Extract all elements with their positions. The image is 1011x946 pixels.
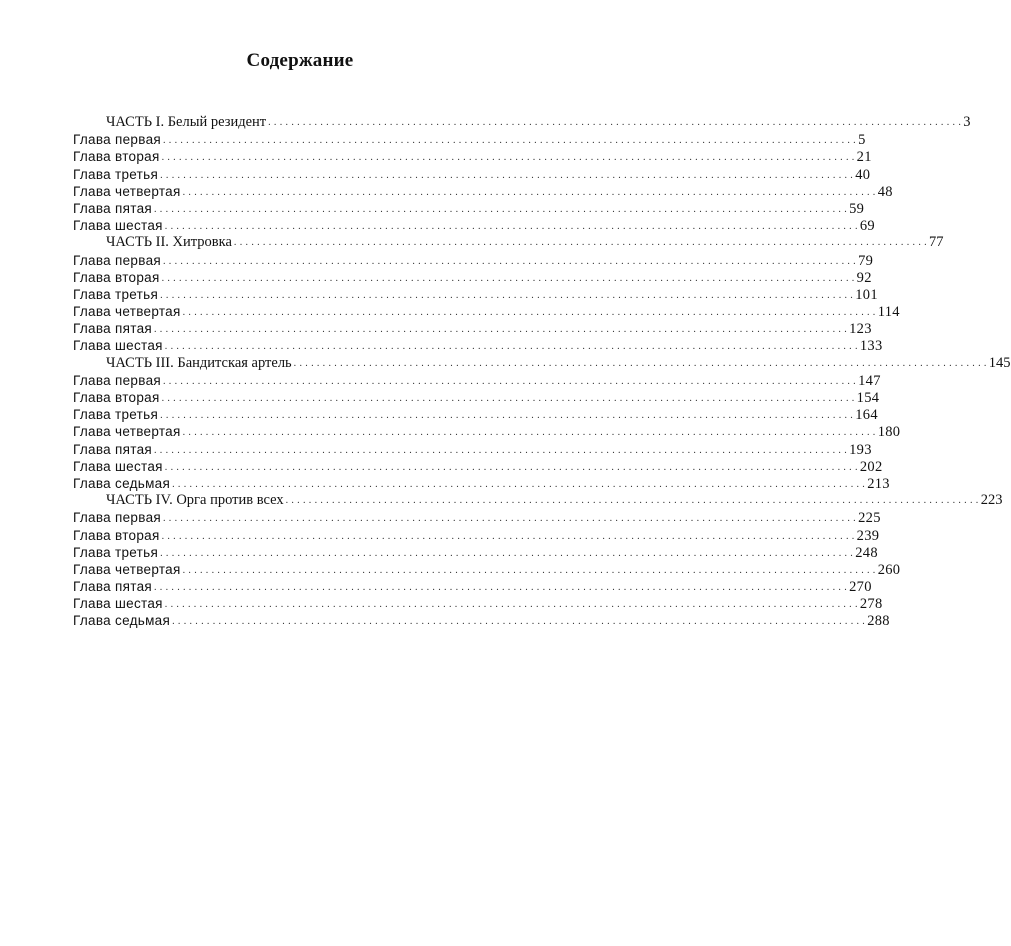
toc-chapter-entry bbox=[73, 527, 880, 544]
toc-entry-label: Глава пятая bbox=[73, 441, 152, 457]
toc-entry-label: Глава третья bbox=[73, 286, 159, 302]
toc-page-number: 123 bbox=[849, 321, 872, 338]
dot-leader: . . . . . . . . . . . . . . . . . . . . . . . . . . . . . . . . . . . . . . . . . . . . . . . . . . . . . . . . . . . . . . . . . . . . . . . . . . . . . . . . . . . . . . . . . . . . . . . . . . . . . . . . . . . . . . . . . . . . . . . . bbox=[162, 513, 857, 525]
toc-page-number: 114 bbox=[877, 304, 900, 321]
dot-leader: . . . . . . . . . . . . . . . . . . . . . . . . . . . . . . . . . . . . . . . . . . . . . . . . . . . . . . . . . . . . . . . . . . . . . . . . . . . . . . . . . . . . . . . . . . . . . . . . . . . . . . . . . . . . . . . . . . . . . . . . bbox=[154, 203, 848, 215]
toc-entry-label: Глава первая bbox=[73, 372, 161, 388]
toc-entry-label: ЧАСТЬ II. Хитровка bbox=[106, 234, 232, 251]
toc-chapter-entry bbox=[73, 303, 900, 321]
toc-entry-label: Глава шестая bbox=[73, 458, 163, 474]
toc-entry-label: ЧАСТЬ III. Бандитская артель bbox=[106, 354, 292, 371]
toc-page-number: 5 bbox=[858, 132, 866, 149]
dot-leader: . . . . . . . . . . . . . . . . . . . . . . . . . . . . . . . . . . . . . . . . . . . . . . . . . . . . . . . . . . . . . . . . . . . . . . . . . . . . . . . . . . . . . . . . . . . . . . . . . . . . . . . . . . . . . . . . . . . . . . . . bbox=[182, 307, 876, 319]
toc-chapter-entry bbox=[73, 200, 865, 217]
dot-leader: . . . . . . . . . . . . . . . . . . . . . . . . . . . . . . . . . . . . . . . . . . . . . . . . . . . . . . . . . . . . . . . . . . . . . . . . . . . . . . . . . . . . . . . . . . . . . . . . . . . . . . . . . . . . . . . . . . . . . . . . bbox=[164, 221, 858, 233]
dot-leader: . . . . . . . . . . . . . . . . . . . . . . . . . . . . . . . . . . . . . . . . . . . . . . . . . . . . . . . . . . . . . . . . . . . . . . . . . . . . . . . . . . . . . . . . . . . . . . . . . . . . . . . . . . . . . . . . . . . . . . . . bbox=[160, 410, 854, 422]
dot-leader: . . . . . . . . . . . . . . . . . . . . . . . . . . . . . . . . . . . . . . . . . . . . . . . . . . . . . . . . . . . . . . . . . . . . . . . . . . . . . . . . . . . . . . . . . . . . . . . . . . . . . . . . . . . . . . . . . . . . . . . . bbox=[161, 152, 855, 164]
toc-entry-label: Глава вторая bbox=[73, 149, 160, 165]
dot-leader: . . . . . . . . . . . . . . . . . . . . . . . . . . . . . . . . . . . . . . . . . . . . . . . . . . . . . . . . . . . . . . . . . . . . . . . . . . . . . . . . . . . . . . . . . . . . . . . . . . . . . . . . . . . . . . . . . . . . . . . . bbox=[160, 547, 854, 559]
toc-entry-label: Глава шестая bbox=[73, 596, 163, 612]
dot-leader: . . . . . . . . . . . . . . . . . . . . . . . . . . . . . . . . . . . . . . . . . . . . . . . . . . . . . . . . . . . . . . . . . . . . . . . . . . . . . . . . . . . . . . . . . . . . . . . . . . . . . . . . . . . . . . . . . . . . . . . . bbox=[164, 599, 858, 611]
dot-leader: . . . . . . . . . . . . . . . . . . . . . . . . . . . . . . . . . . . . . . . . . . . . . . . . . . . . . . . . . . . . . . . . . . . . . . . . . . . . . . . . . . . . . . . . . . . . . . . . . . . . . . . . . . . . . . . . . . . . . . . . bbox=[161, 393, 855, 404]
toc-page-number: 154 bbox=[856, 390, 880, 406]
toc-page-number: 225 bbox=[858, 510, 881, 527]
toc-entry-label: Глава пятая bbox=[73, 200, 152, 216]
toc-entry-label: Глава четвертая bbox=[73, 183, 181, 199]
toc-page-number: 270 bbox=[849, 579, 872, 596]
toc-entry-label: Глава вторая bbox=[73, 390, 160, 405]
toc-entry-label: Глава четвертая bbox=[73, 304, 181, 320]
toc-entry-label: Глава седьмая bbox=[73, 613, 171, 629]
toc-entry-label: ЧАСТЬ I. Белый резидент bbox=[106, 114, 267, 130]
toc-page-number: 3 bbox=[963, 114, 971, 130]
toc-part-entry bbox=[73, 114, 971, 131]
toc-page-number: 147 bbox=[858, 372, 881, 389]
toc-page-number: 223 bbox=[980, 492, 1003, 509]
dot-leader: . . . . . . . . . . . . . . . . . . . . . . . . . . . . . . . . . . . . . . . . . . . . . . . . . . . . . . . . . . . . . . . . . . . . . . . . . . . . . . . . . . . . . . . . . . . . . . . . . . . . . . . . . . . . . . . . . . . . . . . . bbox=[161, 272, 855, 284]
toc-chapter-entry bbox=[73, 561, 901, 578]
toc-chapter-entry bbox=[73, 423, 901, 441]
toc-entry-label: Глава первая bbox=[73, 132, 161, 148]
dot-leader: . . . . . . . . . . . . . . . . . . . . . . . . . . . . . . . . . . . . . . . . . . . . . . . . . . . . . . . . . . . . . . . . . . . . . . . . . . . . . . . . . . . . . . . . . . . . . . . . . . . . . . . . . . . . . . . . . . . . . . . . bbox=[172, 478, 866, 490]
toc-page-number: 59 bbox=[849, 200, 865, 217]
dot-leader: . . . . . . . . . . . . . . . . . . . . . . . . . . . . . . . . . . . . . . . . . . . . . . . . . . . . . . . . . . . . . . . . . . . . . . . . . . . . . . . . . . . . . . . . . . . . . . . . . . . . . . . . . . . . . . . . . . . . . . . . bbox=[161, 530, 855, 542]
toc-page-number: 145 bbox=[988, 354, 1011, 371]
dot-leader: . . . . . . . . . . . . . . . . . . . . . . . . . . . . . . . . . . . . . . . . . . . . . . . . . . . . . . . . . . . . . . . . . . . . . . . . . . . . . . . . . . . . . . . . . . . . . . . . . . . . . . . . . . . . . . . . . . . . . . . . bbox=[164, 341, 858, 353]
toc-page-number: 288 bbox=[867, 613, 890, 630]
toc-page-number: 40 bbox=[855, 166, 871, 183]
dot-leader: . . . . . . . . . . . . . . . . . . . . . . . . . . . . . . . . . . . . . . . . . . . . . . . . . . . . . . . . . . . . . . . . . . . . . . . . . . . . . . . . . . . . . . . . . . . . . . . . . . . . . . . . . . . . . . . . . . . . . . . . bbox=[160, 169, 854, 181]
toc-chapter-entry bbox=[73, 286, 878, 303]
dot-leader: . . . . . . . . . . . . . . . . . . . . . . . . . . . . . . . . . . . . . . . . . . . . . . . . . . . . . . . . . . . . . . . . . . . . . . . . . . . . . . . . . . . . . . . . . . . . . . . . . . . . . . . . . . . . . . . . . . . . . . . . bbox=[172, 616, 866, 628]
toc-entry-label: Глава вторая bbox=[73, 527, 160, 543]
toc-page-number: 260 bbox=[877, 561, 901, 578]
toc-page-number: 101 bbox=[855, 286, 878, 303]
toc-chapter-entry bbox=[73, 544, 878, 561]
dot-leader: . . . . . . . . . . . . . . . . . . . . . . . . . . . . . . . . . . . . . . . . . . . . . . . . . . . . . . . . . . . . . . . . . . . . . . . . . . . . . . . . . . . . . . . . . . . . . . . . . . . . . . . . . . . . . . . . . . . . . . . . bbox=[182, 564, 876, 576]
toc-page-number: 48 bbox=[877, 183, 893, 200]
dot-leader: . . . . . . . . . . . . . . . . . . . . . . . . . . . . . . . . . . . . . . . . . . . . . . . . . . . . . . . . . . . . . . . . . . . . . . . . . . . . . . . . . . . . . . . . . . . . . . . . . . . . . . . . . . . . . . . . . . . . . . . . bbox=[154, 324, 848, 336]
toc-chapter-entry bbox=[73, 406, 878, 424]
toc-entry-label: Глава шестая bbox=[73, 338, 163, 354]
toc-chapter-entry bbox=[73, 441, 872, 458]
dot-leader: . . . . . . . . . . . . . . . . . . . . . . . . . . . . . . . . . . . . . . . . . . . . . . . . . . . . . . . . . . . . . . . . . . . . . . . . . . . . . . . . . . . . . . . . . . . . . . . . . . . . . . . . . . . . . . . . . . . . . . . . bbox=[154, 582, 848, 594]
page-title: Содержание bbox=[246, 50, 354, 71]
toc-entry-label: Глава пятая bbox=[73, 321, 152, 337]
toc-part-entry bbox=[73, 492, 1003, 509]
toc-entry-label: Глава третья bbox=[73, 407, 159, 423]
toc-chapter-entry bbox=[73, 578, 872, 596]
toc-page-number: 202 bbox=[859, 458, 883, 475]
dot-leader: . . . . . . . . . . . . . . . . . . . . . . . . . . . . . . . . . . . . . . . . . . . . . . . . . . . . . . . . . . . . . . . . . . . . . . . . . . . . . . . . . . . . . . . . . . . . . . . . . . . . . . . . . . . . . . . . . . . . . . . . bbox=[162, 375, 857, 387]
toc-entry-label: Глава четвертая bbox=[73, 424, 181, 440]
toc-page-number: 69 bbox=[859, 218, 875, 235]
toc-chapter-entry bbox=[73, 320, 872, 338]
toc-entry-label: Глава четвертая bbox=[73, 561, 181, 577]
dot-leader: . . . . . . . . . . . . . . . . . . . . . . . . . . . . . . . . . . . . . . . . . . . . . . . . . . . . . . . . . . . . . . . . . . . . . . . . . . . . . . . . . . . . . . . . . . . . . . . . . . . . . . . . . . . . . . . . . . . . . . . . bbox=[154, 444, 848, 456]
toc-page-number: 133 bbox=[859, 338, 883, 355]
toc-entry-label: Глава первая bbox=[73, 510, 161, 526]
toc-page-number: 21 bbox=[856, 149, 872, 166]
toc-entry-label: Глава шестая bbox=[73, 218, 163, 234]
toc-page-number: 239 bbox=[856, 527, 880, 544]
toc-chapter-entry bbox=[73, 595, 883, 613]
toc-entry-label: Глава вторая bbox=[73, 269, 160, 285]
toc-chapter-entry bbox=[73, 166, 871, 183]
toc-chapter-entry bbox=[73, 131, 866, 149]
toc-chapter-entry bbox=[73, 389, 880, 406]
toc-page-number: 92 bbox=[856, 269, 872, 286]
toc-page-number: 278 bbox=[859, 596, 883, 613]
toc-page-number: 248 bbox=[855, 544, 878, 561]
toc-page-number: 193 bbox=[849, 441, 872, 458]
dot-leader: . . . . . . . . . . . . . . . . . . . . . . . . . . . . . . . . . . . . . . . . . . . . . . . . . . . . . . . . . . . . . . . . . . . . . . . . . . . . . . . . . . . . . . . . . . . . . . . . . . . . . . . . . . . . . . . . . . . . . . . . bbox=[162, 135, 857, 147]
toc-entry-label: Глава третья bbox=[73, 166, 159, 182]
dot-leader: . . . . . . . . . . . . . . . . . . . . . . . . . . . . . . . . . . . . . . . . . . . . . . . . . . . . . . . . . . . . . . . . . . . . . . . . . . . . . . . . . . . . . . . . . . . . . . . . . . . . . . . . . . . . . . . . . . . . . . . . bbox=[268, 117, 962, 128]
toc-part-entry bbox=[73, 234, 944, 251]
toc-chapter-entry bbox=[73, 148, 872, 166]
toc-chapter-entry bbox=[73, 475, 890, 492]
toc-entry-label: Глава третья bbox=[73, 544, 159, 560]
toc-part-entry bbox=[73, 354, 1011, 372]
dot-leader: . . . . . . . . . . . . . . . . . . . . . . . . . . . . . . . . . . . . . . . . . . . . . . . . . . . . . . . . . . . . . . . . . . . . . . . . . . . . . . . . . . . . . . . . . . . . . . . . . . . . . . . . . . . . . . . . . . . . . . . . bbox=[182, 427, 876, 439]
dot-leader: . . . . . . . . . . . . . . . . . . . . . . . . . . . . . . . . . . . . . . . . . . . . . . . . . . . . . . . . . . . . . . . . . . . . . . . . . . . . . . . . . . . . . . . . . . . . . . . . . . . . . . . . . . . . . . . . . . . . . . . . bbox=[293, 357, 987, 369]
toc-chapter-entry bbox=[73, 183, 893, 200]
dot-leader: . . . . . . . . . . . . . . . . . . . . . . . . . . . . . . . . . . . . . . . . . . . . . . . . . . . . . . . . . . . . . . . . . . . . . . . . . . . . . . . . . . . . . . . . . . . . . . . . . . . . . . . . . . . . . . . . . . . . . . . . bbox=[164, 461, 858, 473]
toc-chapter-entry bbox=[73, 252, 874, 269]
toc-page-number: 79 bbox=[858, 252, 874, 269]
dot-leader: . . . . . . . . . . . . . . . . . . . . . . . . . . . . . . . . . . . . . . . . . . . . . . . . . . . . . . . . . . . . . . . . . . . . . . . . . . . . . . . . . . . . . . . . . . . . . . . . . . . . . . . . . . . . . . . . . . . . . . . . bbox=[182, 186, 876, 198]
table-of-contents bbox=[73, 114, 1011, 630]
toc-chapter-entry bbox=[73, 337, 883, 355]
toc-page-number: 164 bbox=[855, 407, 878, 424]
dot-leader: . . . . . . . . . . . . . . . . . . . . . . . . . . . . . . . . . . . . . . . . . . . . . . . . . . . . . . . . . . . . . . . . . . . . . . . . . . . . . . . . . . . . . . . . . . . . . . . . . . . . . . . . . . . . . . . . . . . . . . . . bbox=[233, 237, 928, 249]
toc-page-number: 77 bbox=[929, 234, 944, 251]
toc-chapter-entry bbox=[73, 458, 883, 475]
toc-chapter-entry bbox=[73, 509, 881, 527]
toc-entry-label: Глава пятая bbox=[73, 579, 152, 595]
toc-entry-label: Глава седьмая bbox=[73, 475, 171, 491]
dot-leader: . . . . . . . . . . . . . . . . . . . . . . . . . . . . . . . . . . . . . . . . . . . . . . . . . . . . . . . . . . . . . . . . . . . . . . . . . . . . . . . . . . . . . . . . . . . . . . . . . . . . . . . . . . . . . . . . . . . . . . . . bbox=[160, 289, 854, 301]
toc-chapter-entry bbox=[73, 372, 881, 389]
dot-leader: . . . . . . . . . . . . . . . . . . . . . . . . . . . . . . . . . . . . . . . . . . . . . . . . . . . . . . . . . . . . . . . . . . . . . . . . . . . . . . . . . . . . . . . . . . . . . . . . . . . . . . . . . . . . . . . . . . . . . . . . bbox=[162, 255, 857, 267]
toc-entry-label: ЧАСТЬ IV. Орга против всех bbox=[106, 492, 284, 509]
toc-page-number: 180 bbox=[877, 424, 901, 441]
toc-entry-label: Глава первая bbox=[73, 252, 161, 268]
toc-chapter-entry bbox=[73, 269, 872, 286]
toc-chapter-entry bbox=[73, 612, 890, 630]
toc-chapter-entry bbox=[73, 217, 875, 235]
toc-page-number: 213 bbox=[867, 475, 890, 492]
dot-leader: . . . . . . . . . . . . . . . . . . . . . . . . . . . . . . . . . . . . . . . . . . . . . . . . . . . . . . . . . . . . . . . . . . . . . . . . . . . . . . . . . . . . . . . . . . . . . . . . . . . . . . . . . . . . . . . . . . . . . . . . bbox=[285, 495, 979, 507]
